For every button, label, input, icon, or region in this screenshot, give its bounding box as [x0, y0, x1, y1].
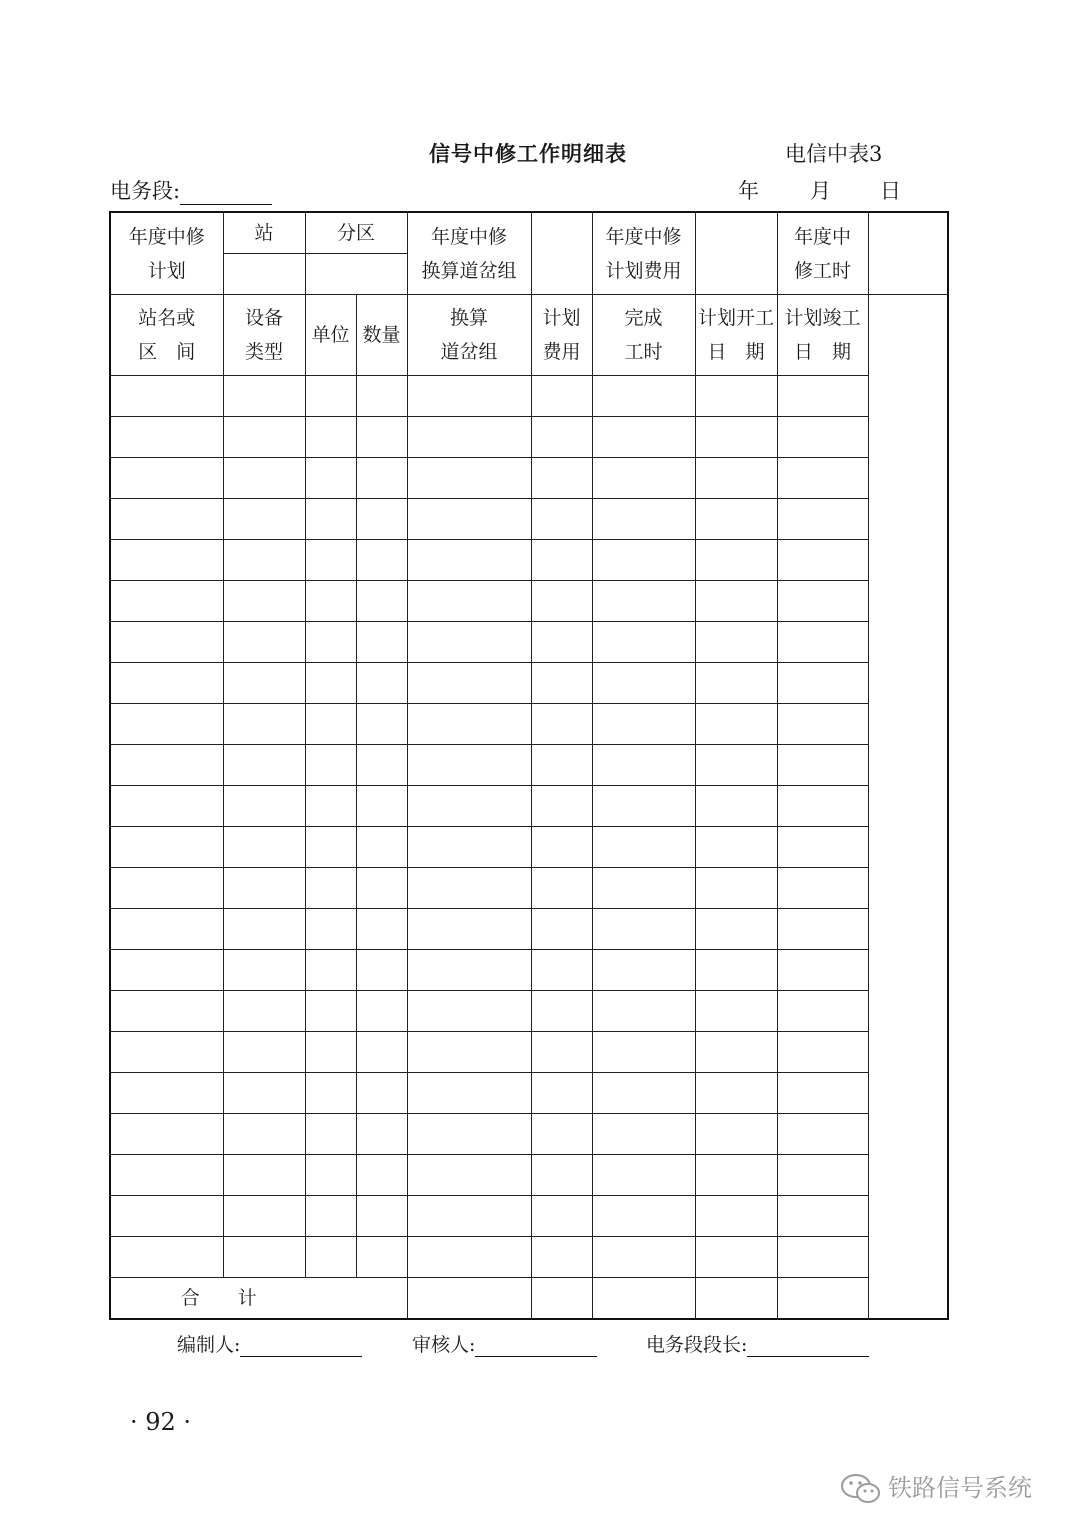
table-cell[interactable]	[695, 1196, 777, 1237]
table-row	[110, 1155, 948, 1196]
table-row	[110, 622, 948, 663]
table-cell[interactable]	[695, 868, 777, 909]
table-row	[110, 499, 948, 540]
table-cell[interactable]	[223, 950, 305, 991]
table-cell[interactable]	[592, 909, 695, 950]
table-cell[interactable]	[110, 540, 223, 581]
table-cell[interactable]	[305, 499, 356, 540]
table-cell[interactable]	[305, 1237, 356, 1278]
table-cell[interactable]	[223, 417, 305, 458]
table-row	[110, 1114, 948, 1155]
table-cell[interactable]	[223, 745, 305, 786]
table-cell[interactable]	[223, 704, 305, 745]
table-cell[interactable]	[592, 376, 695, 417]
day-label: 日	[880, 179, 901, 203]
table-cell[interactable]	[110, 1237, 223, 1278]
table-cell[interactable]	[305, 540, 356, 581]
table-cell[interactable]	[531, 950, 592, 991]
table-cell[interactable]	[110, 868, 223, 909]
table-cell[interactable]	[695, 909, 777, 950]
table-cell[interactable]	[592, 1155, 695, 1196]
table-cell[interactable]	[110, 417, 223, 458]
table-cell[interactable]	[356, 1237, 407, 1278]
table-cell[interactable]	[356, 663, 407, 704]
table-cell[interactable]	[223, 786, 305, 827]
table-cell[interactable]	[777, 458, 868, 499]
table-cell[interactable]	[592, 991, 695, 1032]
table-cell[interactable]	[592, 786, 695, 827]
table-cell[interactable]	[223, 909, 305, 950]
page-number: · 92 ·	[130, 1408, 192, 1436]
table-cell[interactable]	[777, 827, 868, 868]
table-cell[interactable]	[110, 622, 223, 663]
table-row	[110, 417, 948, 458]
col-converted-switches: 换算 道岔组	[407, 295, 531, 376]
table-cell[interactable]	[592, 417, 695, 458]
table-row	[110, 991, 948, 1032]
table-cell[interactable]	[223, 1155, 305, 1196]
col-station-name: 站名或 区 间	[110, 295, 223, 376]
compiler-blank[interactable]	[240, 1336, 362, 1357]
total-label: 合 计	[110, 1278, 407, 1320]
chief-label: 电务段段长:	[646, 1334, 748, 1356]
table-cell[interactable]	[777, 909, 868, 950]
table-cell[interactable]	[777, 376, 868, 417]
table-cell[interactable]	[407, 1196, 531, 1237]
table-cell[interactable]	[777, 745, 868, 786]
table-cell[interactable]	[531, 622, 592, 663]
table-row	[110, 1073, 948, 1114]
col-plan-start: 计划开工 日 期	[695, 295, 777, 376]
work-detail-table	[109, 211, 949, 1320]
table-row	[110, 1032, 948, 1073]
compiler-field	[177, 1330, 362, 1357]
table-cell[interactable]	[592, 745, 695, 786]
table-cell[interactable]	[223, 376, 305, 417]
plan-cost-header: 年度中修 计划费用	[592, 212, 695, 295]
converted-switches-value[interactable]	[531, 212, 592, 295]
table-cell[interactable]	[305, 622, 356, 663]
table-row	[110, 376, 948, 417]
table-cell[interactable]	[407, 458, 531, 499]
table-row	[110, 868, 948, 909]
table-cell[interactable]	[110, 950, 223, 991]
section-header: 分区	[305, 212, 407, 254]
table-row	[110, 458, 948, 499]
table-cell[interactable]	[305, 745, 356, 786]
table-cell[interactable]	[305, 1155, 356, 1196]
month-label: 月	[810, 179, 831, 203]
table-cell[interactable]	[695, 458, 777, 499]
table-row	[110, 827, 948, 868]
department-field	[110, 175, 272, 205]
table-cell[interactable]	[695, 417, 777, 458]
table-cell[interactable]	[407, 827, 531, 868]
table-cell[interactable]	[531, 499, 592, 540]
table-cell[interactable]	[223, 458, 305, 499]
table-cell[interactable]	[407, 950, 531, 991]
table-cell[interactable]	[777, 950, 868, 991]
table-cell[interactable]	[695, 663, 777, 704]
table-cell[interactable]	[356, 909, 407, 950]
table-cell[interactable]	[407, 1073, 531, 1114]
col-unit: 单位	[305, 295, 356, 376]
table-cell[interactable]	[356, 868, 407, 909]
table-cell[interactable]	[110, 663, 223, 704]
col-plan-finish: 计划竣工 日 期	[777, 295, 868, 376]
table-cell[interactable]	[356, 458, 407, 499]
table-cell[interactable]	[592, 1237, 695, 1278]
table-cell[interactable]	[407, 1237, 531, 1278]
table-cell[interactable]	[223, 1196, 305, 1237]
table-cell[interactable]	[407, 540, 531, 581]
table-cell[interactable]	[592, 950, 695, 991]
table-cell[interactable]	[305, 1073, 356, 1114]
table-cell[interactable]	[110, 1032, 223, 1073]
total-cell[interactable]	[407, 1278, 531, 1320]
table-cell[interactable]	[531, 458, 592, 499]
table-cell[interactable]	[777, 1155, 868, 1196]
reviewer-blank[interactable]	[475, 1336, 597, 1357]
table-cell[interactable]	[110, 786, 223, 827]
table-cell[interactable]	[305, 827, 356, 868]
table-cell[interactable]	[305, 786, 356, 827]
table-cell[interactable]	[695, 1073, 777, 1114]
table-cell[interactable]	[531, 868, 592, 909]
table-cell[interactable]	[356, 499, 407, 540]
table-cell[interactable]	[110, 458, 223, 499]
table-cell[interactable]	[695, 745, 777, 786]
table-cell[interactable]	[777, 868, 868, 909]
table-cell[interactable]	[407, 499, 531, 540]
table-cell[interactable]	[695, 581, 777, 622]
table-cell[interactable]	[777, 581, 868, 622]
table-cell[interactable]	[356, 417, 407, 458]
table-cell[interactable]	[356, 376, 407, 417]
page-title: 信号中修工作明细表	[429, 141, 627, 166]
table-cell[interactable]	[407, 909, 531, 950]
table-cell[interactable]	[407, 376, 531, 417]
table-cell[interactable]	[223, 581, 305, 622]
col-quantity: 数量	[356, 295, 407, 376]
table-cell[interactable]	[777, 663, 868, 704]
table-cell[interactable]	[305, 704, 356, 745]
annual-plan-header: 年度中修 计划	[110, 212, 223, 295]
table-cell[interactable]	[592, 458, 695, 499]
chief-blank[interactable]	[747, 1336, 869, 1357]
table-row	[110, 663, 948, 704]
table-cell[interactable]	[531, 1032, 592, 1073]
table-cell[interactable]	[695, 786, 777, 827]
table-cell[interactable]	[777, 1237, 868, 1278]
table-cell[interactable]	[110, 827, 223, 868]
table-cell[interactable]	[305, 1196, 356, 1237]
table-cell[interactable]	[592, 1032, 695, 1073]
plan-cost-value[interactable]	[695, 212, 777, 295]
wechat-icon	[840, 1472, 882, 1506]
table-row	[110, 704, 948, 745]
table-cell[interactable]	[695, 1237, 777, 1278]
table-cell[interactable]	[695, 704, 777, 745]
department-blank[interactable]	[180, 182, 272, 205]
table-cell[interactable]	[305, 458, 356, 499]
table-cell[interactable]	[407, 622, 531, 663]
table-cell[interactable]	[531, 1073, 592, 1114]
table-cell[interactable]	[110, 376, 223, 417]
table-row	[110, 581, 948, 622]
table-cell[interactable]	[305, 1032, 356, 1073]
table-cell[interactable]	[305, 663, 356, 704]
compiler-label: 编制人:	[177, 1334, 241, 1356]
table-row	[110, 1237, 948, 1278]
table-cell[interactable]	[531, 1196, 592, 1237]
table-cell[interactable]	[531, 663, 592, 704]
table-cell[interactable]	[110, 909, 223, 950]
table-cell[interactable]	[223, 1237, 305, 1278]
converted-switches-header: 年度中修 换算道岔组	[407, 212, 531, 295]
table-cell[interactable]	[777, 417, 868, 458]
table-cell[interactable]	[592, 868, 695, 909]
year-label: 年	[738, 179, 759, 203]
table-cell[interactable]	[407, 786, 531, 827]
table-cell[interactable]	[695, 1155, 777, 1196]
table-cell[interactable]	[531, 704, 592, 745]
table-cell[interactable]	[407, 663, 531, 704]
table-cell[interactable]	[695, 540, 777, 581]
table-cell[interactable]	[356, 827, 407, 868]
data-rows	[110, 376, 948, 1278]
table-cell[interactable]	[356, 1114, 407, 1155]
table-cell[interactable]	[407, 581, 531, 622]
table-cell[interactable]	[110, 1114, 223, 1155]
table-cell[interactable]	[223, 540, 305, 581]
table-cell[interactable]	[223, 663, 305, 704]
table-cell[interactable]	[305, 417, 356, 458]
table-cell[interactable]	[305, 376, 356, 417]
table-cell[interactable]	[531, 909, 592, 950]
table-cell[interactable]	[305, 950, 356, 991]
reviewer-label: 审核人:	[412, 1334, 476, 1356]
table-cell[interactable]	[592, 663, 695, 704]
watermark-text: 铁路信号系统	[888, 1474, 1032, 1502]
table-cell[interactable]	[305, 1114, 356, 1155]
table-row	[110, 540, 948, 581]
table-cell[interactable]	[695, 376, 777, 417]
table-cell[interactable]	[531, 376, 592, 417]
table-cell[interactable]	[223, 827, 305, 868]
table-cell[interactable]	[695, 991, 777, 1032]
table-cell[interactable]	[777, 786, 868, 827]
table-row	[110, 786, 948, 827]
table-cell[interactable]	[407, 1032, 531, 1073]
table-cell[interactable]	[356, 704, 407, 745]
table-cell[interactable]	[110, 745, 223, 786]
table-cell[interactable]	[356, 950, 407, 991]
table-cell[interactable]	[777, 622, 868, 663]
table-cell[interactable]	[592, 540, 695, 581]
table-cell[interactable]	[223, 991, 305, 1032]
table-cell[interactable]	[110, 581, 223, 622]
total-cell[interactable]	[695, 1278, 777, 1320]
work-hours-value[interactable]	[868, 212, 948, 295]
table-cell[interactable]	[223, 499, 305, 540]
table-cell[interactable]	[305, 581, 356, 622]
table-cell[interactable]	[407, 868, 531, 909]
table-cell[interactable]	[223, 1073, 305, 1114]
table-cell[interactable]	[531, 991, 592, 1032]
table-cell[interactable]	[110, 991, 223, 1032]
table-cell[interactable]	[777, 1032, 868, 1073]
work-hours-header: 年度中 修工时	[777, 212, 868, 295]
table-cell[interactable]	[592, 1114, 695, 1155]
table-cell[interactable]	[777, 1114, 868, 1155]
table-row	[110, 909, 948, 950]
table-cell[interactable]	[531, 581, 592, 622]
table-cell[interactable]	[110, 1155, 223, 1196]
table-cell[interactable]	[531, 827, 592, 868]
table-cell[interactable]	[223, 622, 305, 663]
table-row	[110, 950, 948, 991]
chief-field	[646, 1330, 869, 1357]
table-cell[interactable]	[695, 622, 777, 663]
table-cell[interactable]	[356, 786, 407, 827]
table-cell[interactable]	[777, 704, 868, 745]
table-cell[interactable]	[695, 499, 777, 540]
col-device-type: 设备 类型	[223, 295, 305, 376]
table-cell[interactable]	[777, 991, 868, 1032]
table-cell[interactable]	[305, 909, 356, 950]
table-cell[interactable]	[356, 1196, 407, 1237]
table-cell[interactable]	[356, 622, 407, 663]
table-cell[interactable]	[531, 1114, 592, 1155]
table-cell[interactable]	[777, 499, 868, 540]
table-cell[interactable]	[223, 1114, 305, 1155]
table-row	[110, 745, 948, 786]
table-cell[interactable]	[592, 499, 695, 540]
table-cell[interactable]	[695, 1032, 777, 1073]
table-cell[interactable]	[531, 1155, 592, 1196]
table-cell[interactable]	[356, 1155, 407, 1196]
table-cell[interactable]	[592, 581, 695, 622]
table-cell[interactable]	[356, 745, 407, 786]
table-cell[interactable]	[531, 1237, 592, 1278]
table-cell[interactable]	[592, 1196, 695, 1237]
table-cell[interactable]	[407, 991, 531, 1032]
total-cell[interactable]	[531, 1278, 592, 1320]
table-cell[interactable]	[356, 1032, 407, 1073]
table-cell[interactable]	[407, 417, 531, 458]
table-cell[interactable]	[777, 540, 868, 581]
table-cell[interactable]	[223, 868, 305, 909]
total-cell[interactable]	[592, 1278, 695, 1320]
table-cell[interactable]	[695, 827, 777, 868]
table-cell[interactable]	[110, 1073, 223, 1114]
table-cell[interactable]	[407, 745, 531, 786]
table-cell[interactable]	[356, 540, 407, 581]
reviewer-field	[412, 1330, 597, 1357]
watermark	[840, 1468, 1032, 1506]
table-cell[interactable]	[223, 1032, 305, 1073]
station-value[interactable]	[223, 254, 305, 295]
station-header: 站	[223, 212, 305, 254]
table-cell[interactable]	[305, 868, 356, 909]
department-label: 电务段:	[110, 179, 181, 203]
table-cell[interactable]	[110, 704, 223, 745]
table-cell[interactable]	[531, 745, 592, 786]
table-cell[interactable]	[531, 786, 592, 827]
col-plan-cost: 计划 费用	[531, 295, 592, 376]
table-cell[interactable]	[356, 991, 407, 1032]
table-cell[interactable]	[695, 1114, 777, 1155]
table-cell[interactable]	[110, 1196, 223, 1237]
table-cell[interactable]	[777, 1073, 868, 1114]
table-cell[interactable]	[110, 499, 223, 540]
table-cell[interactable]	[356, 581, 407, 622]
table-cell[interactable]	[592, 1073, 695, 1114]
table-cell[interactable]	[407, 1155, 531, 1196]
table-cell[interactable]	[592, 704, 695, 745]
section-value[interactable]	[305, 254, 407, 295]
table-cell[interactable]	[592, 622, 695, 663]
table-cell[interactable]	[592, 827, 695, 868]
table-cell[interactable]	[407, 1114, 531, 1155]
table-cell[interactable]	[305, 991, 356, 1032]
table-cell[interactable]	[531, 540, 592, 581]
total-cell[interactable]	[777, 1278, 868, 1320]
form-number: 电信中表3	[785, 142, 883, 166]
table-cell[interactable]	[356, 1073, 407, 1114]
table-cell[interactable]	[777, 1196, 868, 1237]
table-cell[interactable]	[407, 704, 531, 745]
table-row	[110, 1196, 948, 1237]
col-done-hours: 完成 工时	[592, 295, 695, 376]
table-cell[interactable]	[695, 950, 777, 991]
table-cell[interactable]	[531, 417, 592, 458]
